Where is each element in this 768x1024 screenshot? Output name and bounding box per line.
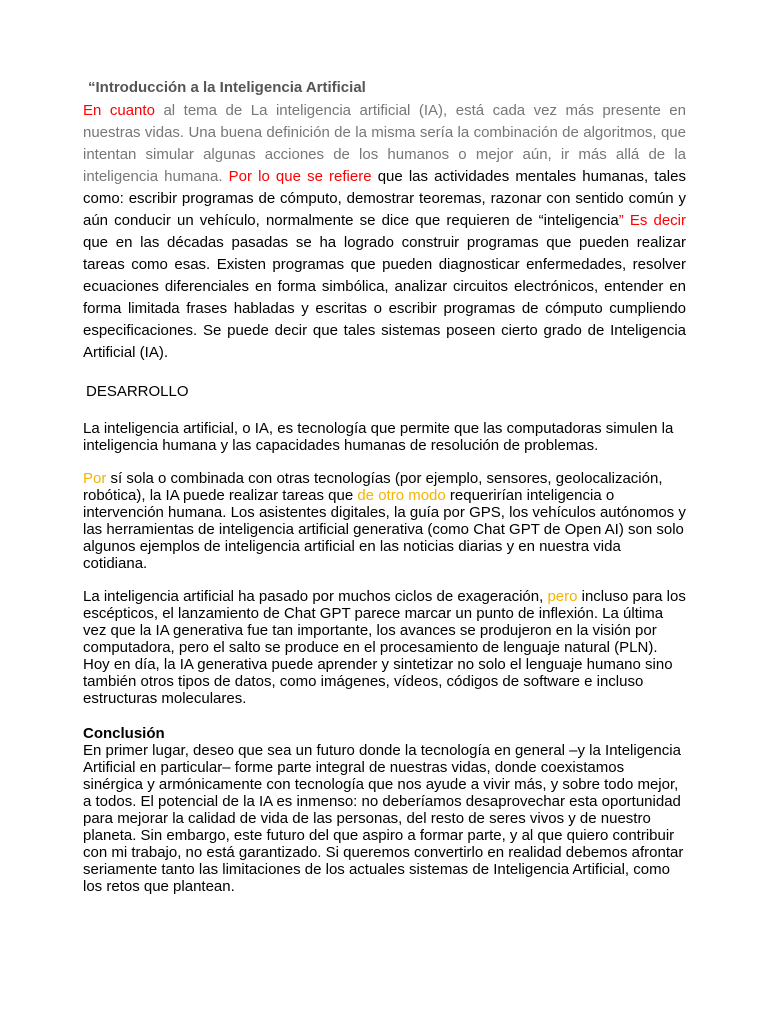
desarrollo-paragraph-3 bbox=[83, 588, 688, 707]
highlight-por: Por bbox=[83, 470, 107, 487]
desarrollo-p2-text-2: requerirían inteligencia o intervención humana. Los asistentes digitales, la guía por GPS, los vehículos autónomos y las herramientas de inteligencia artificial generativa (como Chat GPT de Open AI) son solo algunos ejemplos de inteligencia artificial en las noticias diarias y en nuestra vida cotidiana. bbox=[83, 487, 686, 572]
desarrollo-p3-text-1: La inteligencia artificial ha pasado por muchos ciclos de exageración, bbox=[83, 588, 548, 605]
conclusion-paragraph: En primer lugar, deseo que sea un futuro donde la tecnología en general –y la Inteligencia Artificial en particular– forme parte integral de nuestras vidas, donde coexistamos sinérgica y armónicamente con tecnología que nos ayude a vivir más, y sobre todo mejor, a todos. El potencial de la IA es inmenso: no deberíamos desaprovechar esta oportunidad para mejorar la calidad de vida de las personas, del resto de seres vivos y de nuestro planeta. Sin embargo, este futuro del que aspiro a formar parte, y al que quiero contribuir con mi trabajo, no está garantizado. Si queremos convertirlo en realidad debemos afrontar seriamente tanto las limitaciones de los actuales sistemas de Inteligencia Artificial, como los retos que plantean. bbox=[83, 742, 684, 895]
intro-paragraph bbox=[83, 100, 686, 364]
highlight-de-otro-modo: de otro modo bbox=[357, 487, 446, 504]
desarrollo-p2-text-1: sí sola o combinada con otras tecnologías (por ejemplo, sensores, geolocalización, robótica), la IA puede realizar tareas que bbox=[83, 470, 663, 504]
desarrollo-heading: DESARROLLO bbox=[86, 383, 189, 400]
intro-gray-text: al tema de La inteligencia artificial (IA), está cada vez más presente en nuestras vidas. Una buena definición de la misma sería la combinación de algoritmos, que intentan simular algunas acciones de los humanos o mejor aún, ir más allá de la inteligencia humana. bbox=[83, 102, 686, 185]
intro-red-phrase-1: En cuanto bbox=[83, 102, 155, 119]
intro-red-phrase-2: Por lo que se refiere bbox=[228, 168, 372, 185]
conclusion-heading: Conclusión bbox=[83, 725, 165, 742]
intro-text-2: que las actividades mentales humanas, tales como: escribir programas de cómputo, demostrar teoremas, razonar con sentido común y aún conducir un vehículo, normalmente se dice que requieren de “inteligencia bbox=[83, 168, 686, 229]
intro-red-phrase-3: ” Es decir bbox=[618, 212, 686, 229]
document-title: “Introducción a la Inteligencia Artificial bbox=[88, 79, 366, 96]
highlight-pero: pero bbox=[547, 588, 578, 605]
intro-text-3: que en las décadas pasadas se ha logrado construir programas que pueden realizar tareas como esas. Existen programas que pueden diagnosticar enfermedades, resolver ecuaciones diferenciales en forma simbólica, analizar circuitos electrónicos, entender en forma limitada frases habladas y escritas o escribir programas de cómputo cumpliendo especificaciones. Se puede decir que tales sistemas poseen cierto grado de Inteligencia Artificial (IA). bbox=[83, 234, 686, 361]
document-page bbox=[83, 78, 686, 895]
desarrollo-paragraph-1: La inteligencia artificial, o IA, es tecnología que permite que las computadoras simulen la inteligencia humana y las capacidades humanas de resolución de problemas. bbox=[83, 420, 674, 454]
desarrollo-paragraph-2 bbox=[83, 470, 688, 572]
desarrollo-p3-text-2: incluso para los escépticos, el lanzamiento de Chat GPT parece marcar un punto de inflexión. La última vez que la IA generativa fue tan importante, los avances se produjeron en la visión por computadora, pero el salto se produce en el procesamiento de lenguaje natural (PLN). Hoy en día, la IA generativa puede aprender y sintetizar no solo el lenguaje humano sino también otros tipos de datos, como imágenes, vídeos, códigos de software e incluso estructuras moleculares. bbox=[83, 588, 686, 707]
